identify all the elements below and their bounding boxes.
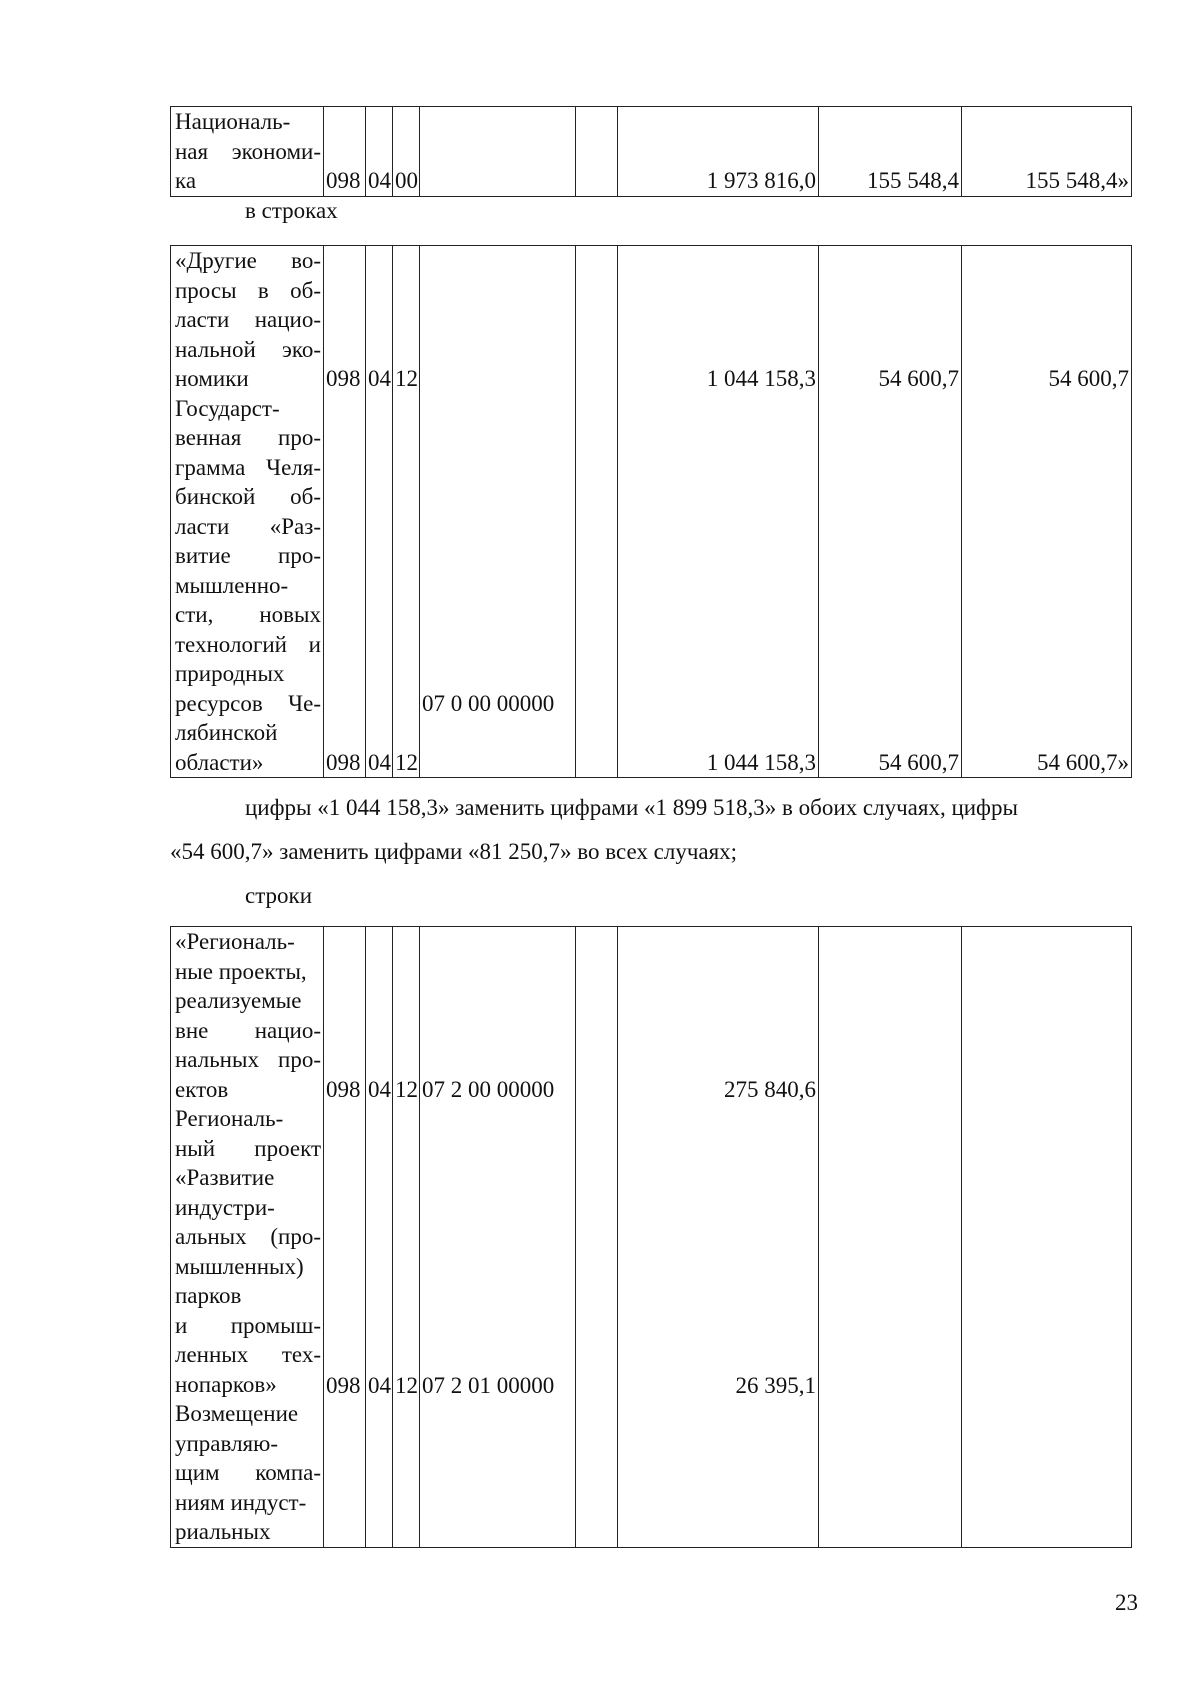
rz-code-cell — [366, 246, 393, 778]
pr-code-cell: 00 — [393, 107, 420, 197]
rz-code: 04 — [368, 1372, 391, 1398]
name-line: ка — [175, 168, 197, 193]
name-line: ласти «Раз- — [175, 513, 321, 539]
pr-code: 12 — [395, 749, 418, 775]
text-replace-line-1: цифры «1 044 158,3» заменить цифрами «1 899 518,3» в обоих случаях, цифры — [245, 795, 1018, 820]
name-line: витие про- — [175, 543, 321, 568]
rz-code-cell: 04 — [366, 107, 393, 197]
amount-cell-3 — [962, 246, 1132, 778]
name-line: «Другие во- — [175, 248, 321, 273]
gr-code: 098 — [326, 366, 361, 391]
name-line: ниям индуст- — [175, 1489, 307, 1515]
gr-code-cell: 098 — [324, 107, 366, 197]
csr-code-cell — [420, 927, 576, 1548]
name-line: сти, новых — [175, 602, 321, 627]
csr-code: 07 2 01 00000 — [422, 1372, 555, 1398]
name-line: просы в об- — [175, 277, 321, 303]
name-line: Региональ- — [175, 1106, 284, 1131]
page-number: 23 — [1115, 1590, 1138, 1615]
amount-value: 54 600,7 — [878, 366, 959, 391]
name-line: индустри- — [175, 1194, 275, 1220]
gr-code: 098 — [326, 1077, 361, 1102]
rz-code-cell — [366, 927, 393, 1548]
name-line: управляю- — [175, 1430, 278, 1456]
amount-value: 26 395,1 — [735, 1372, 816, 1398]
vr-code-cell — [576, 246, 618, 778]
amount-cell-2 — [819, 246, 962, 778]
table-row — [171, 107, 1132, 197]
csr-code: 07 0 00 00000 — [422, 691, 555, 716]
amount-cell-1: 1 973 816,0 — [618, 107, 819, 197]
name-line: природных — [175, 661, 285, 686]
name-line: щим компа- — [175, 1460, 321, 1485]
table-row — [171, 246, 1132, 778]
amount-cell-2: 155 548,4 — [819, 107, 962, 197]
rz-code: 04 — [368, 749, 391, 775]
csr-code-cell — [420, 246, 576, 778]
budget-table-3 — [170, 926, 1132, 1548]
pr-code-cell — [393, 246, 420, 778]
name-line: ектов — [175, 1076, 229, 1102]
name-line: области» — [175, 749, 264, 775]
name-line: ленных тех- — [175, 1342, 321, 1367]
amount-value: 54 600,7» — [1037, 749, 1129, 775]
amount-value: 54 600,7 — [878, 749, 959, 775]
name-line: ласти нацио- — [175, 307, 321, 332]
vr-code-cell — [576, 927, 618, 1548]
gr-code: 098 — [326, 1372, 361, 1398]
name-line: ресурсов Че- — [175, 690, 321, 716]
text-stroki: строки — [245, 883, 313, 908]
name-line: нальных про- — [175, 1047, 321, 1072]
row-name-cell — [171, 246, 324, 778]
name-line: грамма Челя- — [175, 454, 321, 480]
name-line: и промыш- — [175, 1312, 321, 1338]
row-name-cell — [171, 927, 324, 1548]
name-line: Государст- — [175, 395, 280, 421]
amount-cell-1 — [618, 246, 819, 778]
name-line: мышленных) — [175, 1253, 304, 1279]
name-line: нальной эко- — [175, 336, 321, 362]
pr-code: 12 — [395, 1077, 418, 1102]
name-line: альных (про- — [175, 1224, 321, 1249]
name-line: ная экономи- — [175, 138, 321, 164]
amount-value: 54 600,7 — [1048, 366, 1129, 391]
name-line: нопарков» — [175, 1371, 277, 1397]
text-replace-line-2: «54 600,7» заменить цифрами «81 250,7» во всех случаях; — [170, 839, 738, 864]
name-line: «Региональ- — [175, 929, 295, 954]
name-line: «Развитие — [175, 1165, 275, 1190]
name-line: реализуемые — [175, 988, 302, 1013]
name-line: лябинской — [175, 720, 278, 745]
name-line: венная про- — [175, 425, 321, 450]
name-line: мышленно- — [175, 572, 289, 598]
csr-code-cell — [420, 107, 576, 197]
amount-cell-2 — [819, 927, 962, 1548]
name-line: вне нацио- — [175, 1017, 321, 1043]
name-line: ный проект — [175, 1135, 321, 1161]
name-line: бинской об- — [175, 484, 321, 509]
pr-code: 12 — [395, 1372, 418, 1398]
amount-value: 1 044 158,3 — [706, 366, 816, 391]
text-v-strokah: в строках — [245, 198, 338, 223]
rz-code: 04 — [368, 366, 391, 391]
csr-code: 07 2 00 00000 — [422, 1077, 555, 1102]
name-line: номики — [175, 366, 249, 391]
amount-cell-3: 155 548,4» — [962, 107, 1132, 197]
row-name-cell — [171, 107, 324, 197]
rz-code: 04 — [368, 1077, 391, 1102]
amount-cell-3 — [962, 927, 1132, 1548]
budget-table-1 — [170, 106, 1132, 197]
table-row — [171, 927, 1132, 1548]
name-line: ные проекты, — [175, 958, 307, 984]
name-line: Националь- — [175, 109, 291, 134]
amount-cell-1 — [618, 927, 819, 1548]
pr-code: 12 — [395, 366, 418, 391]
vr-code-cell — [576, 107, 618, 197]
name-line: технологий и — [175, 631, 321, 657]
name-line: риальных — [175, 1519, 271, 1544]
gr-code-cell — [324, 246, 366, 778]
amount-value: 275 840,6 — [724, 1077, 816, 1102]
name-line: Возмещение — [175, 1401, 299, 1426]
gr-code: 098 — [326, 749, 361, 775]
name-line: парков — [175, 1283, 242, 1308]
gr-code-cell — [324, 927, 366, 1548]
amount-value: 1 044 158,3 — [706, 749, 816, 775]
budget-table-2 — [170, 245, 1132, 778]
pr-code-cell — [393, 927, 420, 1548]
